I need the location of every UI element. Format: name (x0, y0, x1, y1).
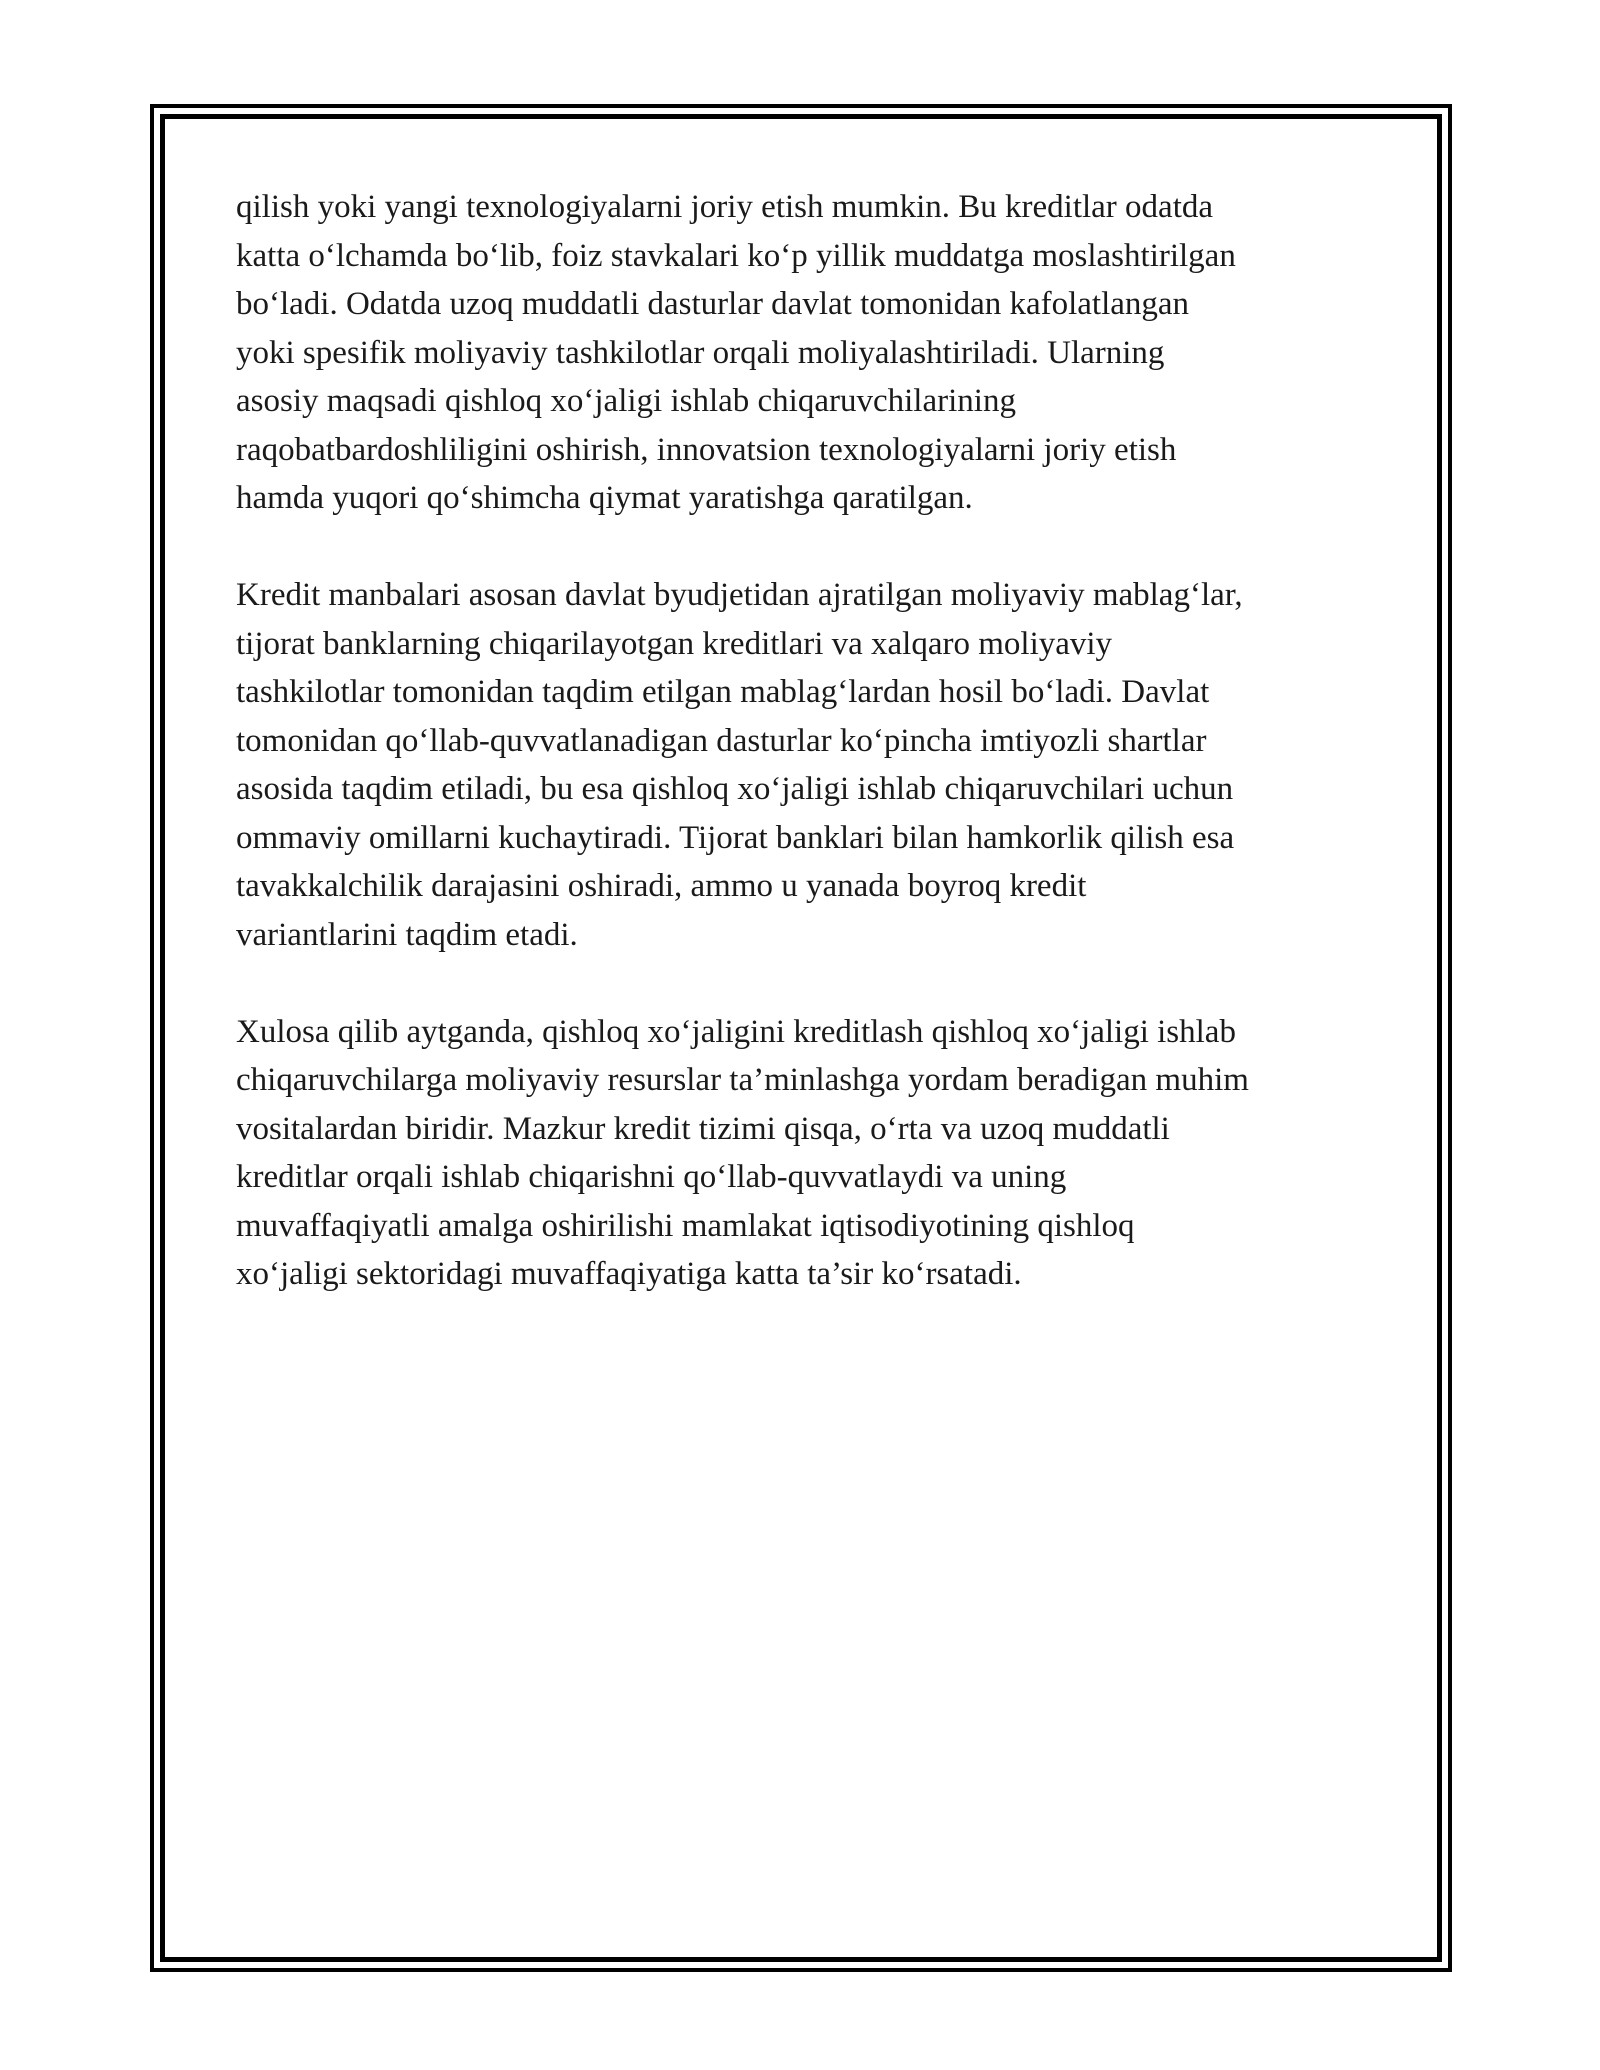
text-line: katta o‘lchamda bo‘lib, foiz stavkalari ko‘p yillik muddatga moslashtirilgan (236, 237, 1236, 274)
text-line: Xulosa qilib aytganda, qishloq xo‘jaligini kreditlash qishloq xo‘jaligi ishlab (236, 1013, 1236, 1050)
text-line: vositalardan biridir. Mazkur kredit tizimi qisqa, o‘rta va uzoq muddatli (236, 1110, 1170, 1147)
paragraph-1 (236, 183, 1386, 523)
text-line: tavakkalchilik darajasini oshiradi, ammo u yanada boyroq kredit (236, 868, 1087, 904)
document-body (236, 183, 1386, 1347)
text-line: tomonidan qo‘llab-quvvatlanadigan dasturlar ko‘pincha imtiyozli shartlar (236, 722, 1207, 759)
paragraph-2 (236, 571, 1386, 959)
text-line: raqobatbardoshliligini oshirish, innovatsion texnologiyalarni joriy etish (236, 431, 1177, 468)
text-line: qilish yoki yangi texnologiyalarni joriy etish mumkin. Bu kreditlar odatda (236, 189, 1214, 225)
text-line: tijorat banklarning chiqarilayotgan kreditlari va xalqaro moliyaviy (236, 625, 1113, 662)
text-line: Kredit manbalari asosan davlat byudjetidan ajratilgan moliyaviy mablag‘lar, (236, 577, 1243, 613)
text-line: variantlarini taqdim etadi. (236, 916, 578, 953)
text-line: yoki spesifik moliyaviy tashkilotlar orqali moliyalashtiriladi. Ularning (236, 334, 1165, 371)
text-line: bo‘ladi. Odatda uzoq muddatli dasturlar davlat tomonidan kafolatlangan (236, 286, 1190, 322)
text-line: asosida taqdim etiladi, bu esa qishloq xo‘jaligi ishlab chiqaruvchilari uchun (236, 771, 1234, 807)
text-line: asosiy maqsadi qishloq xo‘jaligi ishlab chiqaruvchilarining (236, 383, 1016, 419)
text-line: kreditlar orqali ishlab chiqarishni qo‘llab-quvvatlaydi va uning (236, 1159, 1067, 1195)
text-line: muvaffaqiyatli amalga oshirilishi mamlakat iqtisodiyotining qishloq (236, 1207, 1135, 1244)
text-line: xo‘jaligi sektoridagi muvaffaqiyatiga katta ta’sir ko‘rsatadi. (236, 1256, 1022, 1292)
text-line: hamda yuqori qo‘shimcha qiymat yaratishga qaratilgan. (236, 480, 973, 516)
text-line: chiqaruvchilarga moliyaviy resurslar ta’minlashga yordam beradigan muhim (236, 1062, 1249, 1098)
text-line: ommaviy omillarni kuchaytiradi. Tijorat banklari bilan hamkorlik qilish esa (236, 819, 1235, 856)
paragraph-3 (236, 1008, 1386, 1299)
text-line: tashkilotlar tomonidan taqdim etilgan mablag‘lardan hosil bo‘ladi. Davlat (236, 674, 1210, 710)
